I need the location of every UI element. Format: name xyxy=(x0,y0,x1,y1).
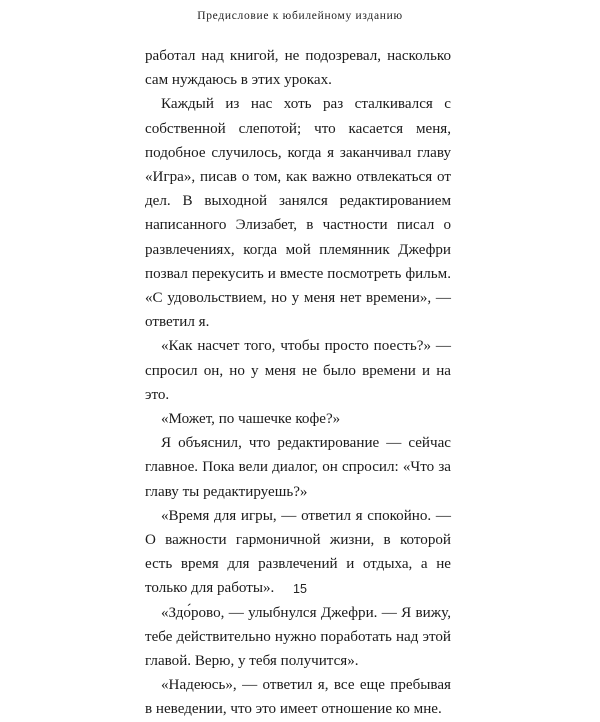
body-text xyxy=(145,44,451,722)
paragraph: «Здо́рово, — улыбнулся Джефри. — Я вижу, тебе действительно нужно поработать над этой главой. Верю, у тебя получится». xyxy=(145,604,451,670)
running-head: Предисловие к юбилейному изданию xyxy=(197,10,403,22)
paragraph: Каждый из нас хоть раз сталкивался с собственной слепотой; что касается меня, подобное случилось, когда я заканчивал главу «Игра», писав о том, как важно отвлекаться от дел. В выходной занялся редактированием написанного Элизабет, в частности писал о развлечениях, когда мой племянник Джефри позвал перекусить и вместе посмотреть фильм. «С удовольствием, но у меня нет времени», — ответил я. xyxy=(145,96,451,331)
paragraph: «Как насчет того, чтобы просто поесть?» — спросил он, но у меня не было времени и на это. xyxy=(145,338,451,403)
paragraph: «Надеюсь», — ответил я, все еще пребывая в неведении, что это имеет отношение ко мне. xyxy=(145,677,451,718)
paragraph: Я объяснил, что редактирование — сейчас главное. Пока вели диалог, он спросил: «Что за главу ты редактируешь?» xyxy=(145,435,451,500)
paragraph: «Может, по чашечке кофе?» xyxy=(161,411,341,428)
paragraph: работал над книгой, не подозревал, насколько сам нуждаюсь в этих уроках. xyxy=(145,48,451,89)
page-number: 15 xyxy=(293,582,307,596)
paragraph: «Время для игры, — ответил я спокойно. — О важности гармоничной жизни, в которой есть время для развлечений и отдыха, а не только для работы». xyxy=(145,507,451,597)
